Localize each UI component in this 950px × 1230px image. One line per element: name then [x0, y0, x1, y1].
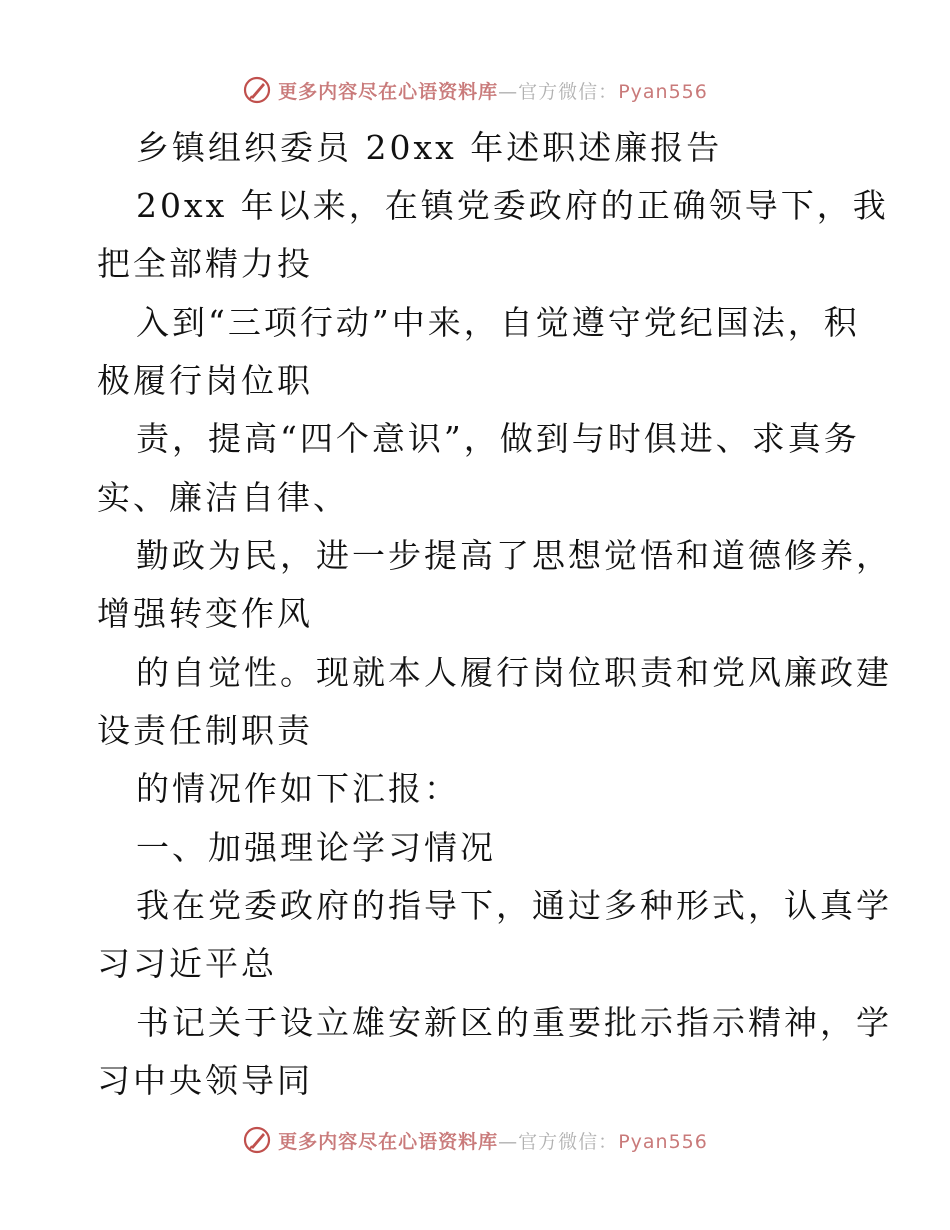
- paragraph-line: 设责任制职责: [97, 711, 313, 750]
- paragraph-line: 书记关于设立雄安新区的重要批示指示精神，学: [136, 1003, 892, 1042]
- watermark-separator-text: —官方微信：: [498, 1130, 619, 1153]
- watermark-id-text: Pyan556: [618, 80, 708, 103]
- watermark-main-text: 更多内容尽在心语资料库: [278, 80, 499, 103]
- paragraph-line: 我在党委政府的指导下，通过多种形式，认真学: [136, 886, 892, 925]
- footer-watermark-banner: [0, 1120, 950, 1160]
- header-watermark-banner: [0, 70, 950, 110]
- watermark-text: [278, 1127, 708, 1154]
- paragraph-line: 极履行岗位职: [97, 361, 313, 400]
- document-title: 乡镇组织委员 20xx 年述职述廉报告: [136, 128, 723, 167]
- paragraph-line: 责，提高“四个意识”，做到与时俱进、求真务: [136, 419, 860, 458]
- paragraph-line: 增强转变作风: [97, 594, 313, 633]
- paragraph-line: 习习近平总: [97, 944, 277, 983]
- watermark-id-text: Pyan556: [618, 1130, 708, 1153]
- paragraph-line: 实、廉洁自律、: [97, 478, 349, 517]
- watermark-separator-text: —官方微信：: [498, 80, 619, 103]
- watermark-text: [278, 77, 708, 104]
- paragraph-line: 入到“三项行动”中来，自觉遵守党纪国法，积: [136, 303, 860, 342]
- paragraph-line: 的情况作如下汇报：: [136, 769, 460, 808]
- paragraph-line: 20xx 年以来，在镇党委政府的正确领导下，我: [136, 186, 889, 225]
- paragraph-line: 的自觉性。现就本人履行岗位职责和党风廉政建: [136, 653, 892, 692]
- paragraph-line: 勤政为民，进一步提高了思想觉悟和道德修养，: [136, 536, 892, 575]
- paragraph-line: 习中央领导同: [97, 1061, 313, 1100]
- section-heading: 一、加强理论学习情况: [136, 828, 496, 867]
- quill-pen-logo-icon: [242, 75, 272, 105]
- paragraph-line: 把全部精力投: [97, 244, 313, 283]
- watermark-main-text: 更多内容尽在心语资料库: [278, 1130, 499, 1153]
- quill-pen-logo-icon: [242, 1125, 272, 1155]
